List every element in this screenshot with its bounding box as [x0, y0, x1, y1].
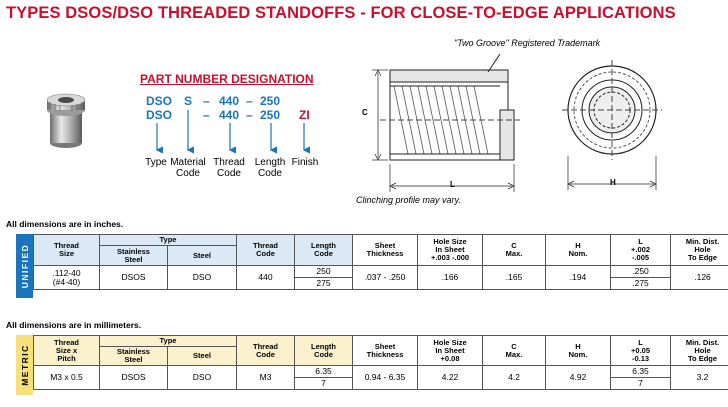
dim-l-label: L — [450, 180, 455, 189]
cell-min-dist: .126 — [671, 266, 728, 290]
cell-min-dist: 3.2 — [671, 366, 728, 390]
hdr-type: Type — [100, 336, 237, 347]
clinch-note: Clinching profile may vary. — [356, 195, 461, 205]
pn-row1-thread: 440 — [219, 94, 240, 108]
cell-l: .275 — [611, 278, 671, 290]
cell-hole: .166 — [418, 266, 483, 290]
pn-row2-length: 250 — [260, 108, 281, 122]
dim-c-label: C — [362, 108, 368, 117]
part-number-heading: PART NUMBER DESIGNATION — [140, 72, 314, 86]
hdr-h-nom: H Nom. — [546, 235, 611, 266]
side-view-drawing — [350, 50, 530, 195]
unified-side-label: UNIFIED — [16, 234, 33, 298]
part-number-arrows — [140, 106, 340, 156]
hdr-c-max: C Max. — [483, 235, 546, 266]
cell-thread-code: M3 — [237, 366, 295, 390]
pn-label-finish: Finish — [291, 157, 319, 168]
hdr-stainless: Stainless Steel — [100, 246, 168, 266]
cell-thread-code: 440 — [237, 266, 295, 290]
hdr-stainless: Stainless Steel — [100, 347, 168, 366]
unified-table — [33, 234, 728, 290]
pn-row1-dash1: – — [203, 94, 210, 108]
pn-row2-finish: ZI — [299, 108, 310, 122]
hdr-sheet-thickness: Sheet Thickness — [353, 235, 418, 266]
hdr-thread-size: Thread Size — [34, 235, 100, 266]
cell-length-code: 275 — [295, 278, 353, 290]
hdr-c-max: C Max. — [483, 336, 546, 366]
cell-c: 4.2 — [483, 366, 546, 390]
pn-row1-material: S — [184, 94, 193, 108]
cell-sheet: .037 - .250 — [353, 266, 418, 290]
pn-row1-length: 250 — [260, 94, 281, 108]
pn-row1-type: DSO — [146, 94, 173, 108]
hdr-steel: Steel — [168, 246, 237, 266]
pn-row2-type: DSO — [146, 108, 173, 122]
hdr-hole-size: Hole Size In Sheet +.003 -.000 — [418, 235, 483, 266]
hdr-length-code: Length Code — [295, 336, 353, 366]
hdr-h-nom: H Nom. — [546, 336, 611, 366]
cell-thread-size: M3 x 0.5 — [34, 366, 100, 390]
page-title: TYPES DSOS/DSO THREADED STANDOFFS - FOR CLOSE-TO-EDGE APPLICATIONS — [6, 4, 676, 22]
trademark-note: "Two Groove" Registered Trademark — [454, 38, 601, 48]
hdr-thread-size: Thread Size x Pitch — [34, 336, 100, 366]
pn-label-thread: Thread Code — [213, 157, 245, 179]
standoff-photo — [32, 82, 100, 152]
pn-row1-dash2: – — [246, 94, 253, 108]
metric-table — [33, 335, 728, 390]
cell-l: .250 — [611, 266, 671, 278]
hdr-thread-code: Thread Code — [237, 235, 295, 266]
pn-row2-dash2: – — [246, 108, 253, 122]
cell-sheet: 0.94 - 6.35 — [353, 366, 418, 390]
hdr-l: L +.002 -.005 — [611, 235, 671, 266]
cell-h: 4.92 — [546, 366, 611, 390]
cell-l: 7 — [611, 378, 671, 390]
hdr-min-dist: Min. Dist. Hole To Edge — [671, 336, 728, 366]
metric-caption: All dimensions are in millimeters. — [6, 320, 142, 330]
hdr-l: L +0.05 -0.13 — [611, 336, 671, 366]
cell-c: .165 — [483, 266, 546, 290]
cell-hole: 4.22 — [418, 366, 483, 390]
pn-row2-thread: 440 — [219, 108, 240, 122]
end-view-drawing — [560, 60, 670, 195]
hdr-type: Type — [100, 235, 237, 246]
cell-h: .194 — [546, 266, 611, 290]
cell-length-code: 6.35 — [295, 366, 353, 378]
cell-steel: DSO — [168, 366, 237, 390]
hdr-steel: Steel — [168, 347, 237, 366]
cell-stainless: DSOS — [100, 366, 168, 390]
dim-h-label: H — [610, 178, 616, 187]
hdr-sheet-thickness: Sheet Thickness — [353, 336, 418, 366]
pn-row2-dash1: – — [203, 108, 210, 122]
cell-length-code: 7 — [295, 378, 353, 390]
hdr-min-dist: Min. Dist. Hole To Edge — [671, 235, 728, 266]
cell-l: 6.35 — [611, 366, 671, 378]
cell-thread-size: .112-40 (#4-40) — [34, 266, 100, 290]
hdr-thread-code: Thread Code — [237, 336, 295, 366]
hdr-hole-size: Hole Size In Sheet +0.08 — [418, 336, 483, 366]
cell-stainless: DSOS — [100, 266, 168, 290]
cell-steel: DSO — [168, 266, 237, 290]
unified-caption: All dimensions are in inches. — [6, 219, 124, 229]
pn-label-length: Length Code — [254, 157, 286, 179]
hdr-length-code: Length Code — [295, 235, 353, 266]
pn-label-type: Type — [145, 157, 167, 168]
pn-label-material: Material Code — [170, 157, 206, 179]
metric-side-label: METRIC — [16, 335, 33, 395]
cell-length-code: 250 — [295, 266, 353, 278]
